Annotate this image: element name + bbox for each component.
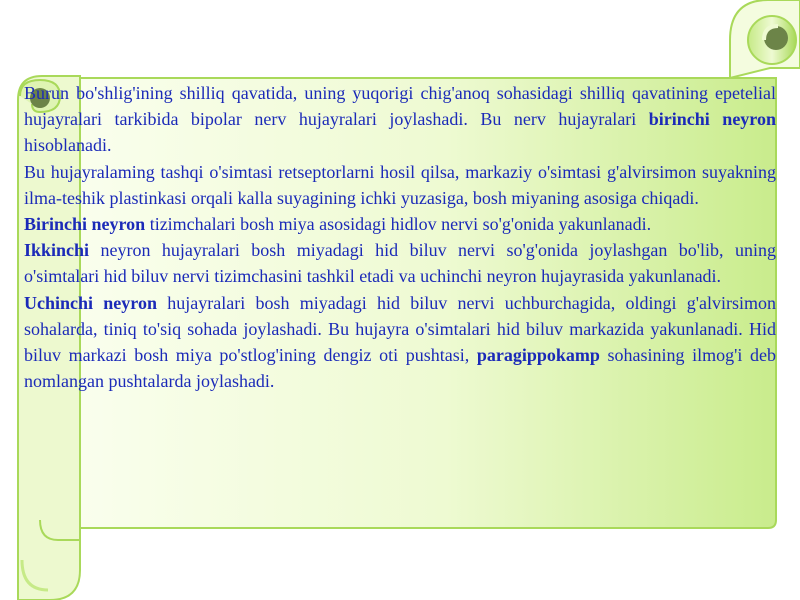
term-ikkinchi: Ikkinchi <box>24 240 90 261</box>
paragraph-1 <box>24 80 776 159</box>
text-run: neyron hujayralari bosh miyadagi hid biluv nervi so'g'onida joylashgan bo'lib, uning o'simtalari hid biluv nervi tizimchasini tashkil etadi va uchinchi neyron hujayrasida yakunlanadi. <box>24 240 776 287</box>
text-run: sohasining ilmog'i deb nomlangan pushtalarda joylashadi. <box>24 345 776 392</box>
term-uchinchi-neyron: Uchinchi neyron <box>24 292 157 313</box>
term-paragippokamp: paragippokamp <box>476 345 600 366</box>
text-run: hujayralari bosh miyadagi hid biluv nervi uchburchagida, oldingi g'alvirsimon sohalarda, tiniq to'siq sohada joylashadi. Bu hujayra o'simtalari hid biluv markazida yakunlanadi. Hid biluv markazi bosh miya po'stlog'ining dengiz oti pushtasi, <box>24 292 777 366</box>
text-run: hisoblanadi. <box>24 135 112 156</box>
text-run: Burun bo'shlig'ining shilliq qavatida, uning yuqorigi chig'anoq sohasidagi shilliq qavatining epetelial hujayralari tarkibida bipolar nerv hujayralari joylashadi. Bu nerv hujayralari <box>24 83 776 130</box>
top-roll <box>730 0 800 78</box>
paragraph-4 <box>24 237 776 289</box>
body-text <box>24 80 776 394</box>
paragraph-2 <box>24 159 776 211</box>
term-birinchi-neyron: Birinchi neyron <box>24 214 146 235</box>
paragraph-5 <box>24 290 776 395</box>
term-birinchi-neyron: birinchi neyron <box>648 109 776 130</box>
text-run: tizimchalari bosh miya asosidagi hidlov nervi so'g'onida yakunlanadi. <box>145 214 652 235</box>
text-run: Bu hujayralaming tashqi o'simtasi retseptorlarni hosil qilsa, markaziy o'simtasi g'alvirsimon suyakning ilma-teshik plastinkasi orqali kalla suyagining ichki yuzasiga, bosh miyaning asosiga chiqadi. <box>24 161 776 208</box>
paragraph-3 <box>24 211 776 237</box>
